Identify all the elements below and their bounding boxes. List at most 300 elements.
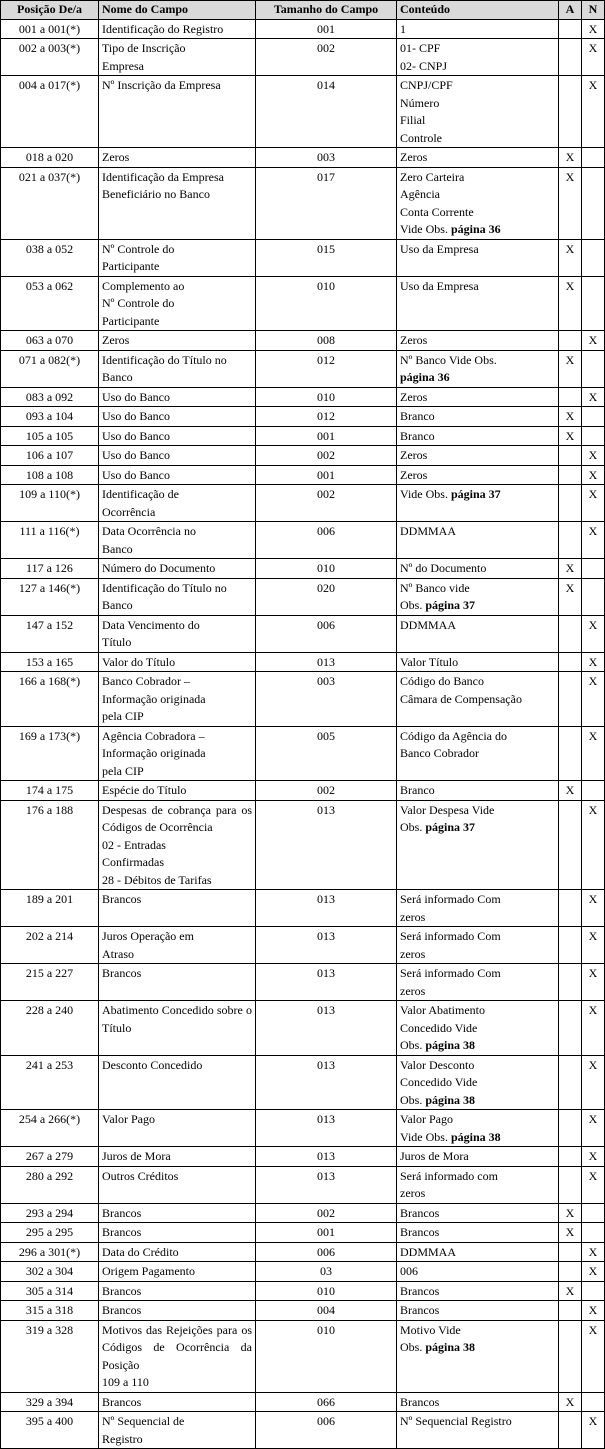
cell-posicao: 106 a 107 bbox=[1, 446, 99, 466]
cell-n-mark: X bbox=[582, 76, 605, 148]
nome-line: Valor Pago bbox=[102, 1112, 155, 1126]
cell-tamanho: 010 bbox=[256, 1320, 397, 1392]
cell-tamanho: 003 bbox=[256, 672, 397, 727]
cell-tamanho: 001 bbox=[256, 1223, 397, 1243]
cell-posicao: 169 a 173(*) bbox=[1, 726, 99, 781]
cell-n-mark: X bbox=[582, 964, 605, 1001]
nome-line: Nº Inscrição da Empresa bbox=[102, 78, 221, 92]
cell-n-mark: X bbox=[582, 672, 605, 727]
cell-conteudo bbox=[397, 407, 559, 427]
cell-conteudo bbox=[397, 446, 559, 466]
conteudo-text: Valor Abatimento bbox=[400, 1003, 485, 1017]
cell-a-mark: X bbox=[559, 148, 582, 168]
cell-nome-campo bbox=[99, 1392, 256, 1412]
cell-conteudo bbox=[397, 1110, 559, 1147]
conteudo-text: Será informado com bbox=[400, 1168, 498, 1183]
table-row bbox=[1, 615, 605, 652]
table-row bbox=[1, 1412, 605, 1449]
table-row bbox=[1, 652, 605, 672]
cell-n-mark: X bbox=[582, 652, 605, 672]
cell-a-mark bbox=[559, 387, 582, 407]
cell-tamanho: 010 bbox=[256, 276, 397, 331]
cell-posicao: 176 a 188 bbox=[1, 800, 99, 890]
cell-conteudo bbox=[397, 39, 559, 76]
cell-nome-campo bbox=[99, 148, 256, 168]
cell-nome-campo bbox=[99, 1281, 256, 1301]
cell-n-mark bbox=[582, 1203, 605, 1223]
cell-n-mark bbox=[582, 239, 605, 276]
cell-nome-campo bbox=[99, 1262, 256, 1282]
cell-tamanho: 002 bbox=[256, 781, 397, 801]
nome-line: 02 - Entradas bbox=[102, 837, 166, 852]
cell-n-mark bbox=[582, 276, 605, 331]
conteudo-line bbox=[400, 1037, 555, 1055]
conteudo-line bbox=[400, 204, 555, 222]
page-reference: página 38 bbox=[425, 1038, 476, 1052]
cell-conteudo bbox=[397, 781, 559, 801]
conteudo-text: Banco Cobrador bbox=[400, 746, 479, 760]
cell-nome-campo bbox=[99, 559, 256, 579]
header-posicao: Posição De/a bbox=[1, 1, 99, 20]
conteudo-line bbox=[400, 467, 555, 485]
cell-posicao: 166 a 168(*) bbox=[1, 672, 99, 727]
cell-nome-campo bbox=[99, 276, 256, 331]
table-row bbox=[1, 1320, 605, 1392]
cell-n-mark: X bbox=[582, 726, 605, 781]
cell-posicao: 147 a 152 bbox=[1, 615, 99, 652]
conteudo-line bbox=[400, 1322, 555, 1340]
cell-nome-campo bbox=[99, 1320, 256, 1392]
table-row bbox=[1, 239, 605, 276]
conteudo-line bbox=[400, 186, 555, 204]
cell-tamanho: 010 bbox=[256, 387, 397, 407]
page-reference: página 36 bbox=[400, 370, 450, 384]
cell-nome-campo bbox=[99, 446, 256, 466]
nome-line: Valor do Título bbox=[102, 654, 176, 669]
cell-a-mark bbox=[559, 1001, 582, 1056]
cell-conteudo bbox=[397, 1262, 559, 1282]
table-row bbox=[1, 1055, 605, 1110]
cell-tamanho: 014 bbox=[256, 76, 397, 148]
cell-a-mark bbox=[559, 39, 582, 76]
conteudo-line bbox=[400, 1205, 555, 1223]
cell-posicao: 296 a 301(*) bbox=[1, 1242, 99, 1262]
conteudo-line bbox=[400, 1224, 555, 1242]
cell-conteudo bbox=[397, 578, 559, 615]
conteudo-line bbox=[400, 1020, 555, 1038]
cell-a-mark bbox=[559, 800, 582, 890]
cell-a-mark: X bbox=[559, 578, 582, 615]
cell-n-mark: X bbox=[582, 465, 605, 485]
header-nome-campo: Nome do Campo bbox=[99, 1, 256, 20]
nome-line: Brancos bbox=[102, 892, 142, 906]
conteudo-text: DDMMAA bbox=[400, 617, 457, 632]
table-row bbox=[1, 1147, 605, 1167]
conteudo-line bbox=[400, 819, 555, 837]
conteudo-text: Zeros bbox=[400, 467, 428, 482]
conteudo-line bbox=[400, 673, 555, 691]
nome-line: Data Ocorrência no bbox=[102, 524, 196, 538]
cell-n-mark: X bbox=[582, 522, 605, 559]
conteudo-line bbox=[400, 691, 555, 709]
nome-line: Zeros bbox=[102, 333, 130, 347]
conteudo-line bbox=[400, 909, 555, 927]
cell-conteudo bbox=[397, 1055, 559, 1110]
nome-line: Participante bbox=[102, 259, 160, 273]
conteudo-text: Obs. bbox=[400, 1092, 426, 1107]
conteudo-line bbox=[400, 782, 555, 800]
conteudo-text: 006 bbox=[400, 1264, 418, 1278]
cell-n-mark bbox=[582, 426, 605, 446]
cell-conteudo bbox=[397, 387, 559, 407]
cell-posicao: 093 a 104 bbox=[1, 407, 99, 427]
nome-line: Identificação do Título no bbox=[102, 580, 227, 595]
conteudo-text: Uso da Empresa bbox=[400, 278, 479, 293]
cell-conteudo bbox=[397, 672, 559, 727]
cell-n-mark: X bbox=[582, 1110, 605, 1147]
conteudo-line bbox=[400, 1394, 555, 1412]
cell-n-mark: X bbox=[582, 890, 605, 927]
cell-a-mark bbox=[559, 446, 582, 466]
cell-nome-campo bbox=[99, 426, 256, 446]
conteudo-text: Valor Título bbox=[400, 654, 459, 669]
table-row bbox=[1, 800, 605, 890]
cell-tamanho: 006 bbox=[256, 615, 397, 652]
nome-line: pela CIP bbox=[102, 763, 144, 778]
nome-line: Título bbox=[102, 635, 132, 649]
cell-posicao: 127 a 146(*) bbox=[1, 578, 99, 615]
conteudo-text: Zeros bbox=[400, 389, 428, 404]
cell-tamanho: 002 bbox=[256, 446, 397, 466]
cell-nome-campo bbox=[99, 167, 256, 239]
nome-line: Nº Controle do bbox=[102, 241, 175, 256]
conteudo-text: Filial bbox=[400, 113, 426, 127]
cell-conteudo bbox=[397, 1001, 559, 1056]
cell-posicao: 111 a 116(*) bbox=[1, 522, 99, 559]
table-row bbox=[1, 485, 605, 522]
nome-line: Abatimento Concedido sobre o Título bbox=[102, 1003, 252, 1035]
nome-line: Informação originada bbox=[102, 746, 206, 760]
cell-nome-campo bbox=[99, 39, 256, 76]
cell-tamanho: 003 bbox=[256, 148, 397, 168]
cell-tamanho: 03 bbox=[256, 1262, 397, 1282]
nome-line: Uso do Banco bbox=[102, 467, 170, 482]
page-reference: página 37 bbox=[425, 598, 476, 612]
cell-posicao: 329 a 394 bbox=[1, 1392, 99, 1412]
conteudo-text: Será informado Com bbox=[400, 929, 501, 943]
cell-posicao: 153 a 165 bbox=[1, 652, 99, 672]
conteudo-text: Obs. bbox=[400, 1038, 426, 1052]
cell-tamanho: 006 bbox=[256, 1242, 397, 1262]
cell-a-mark: X bbox=[559, 559, 582, 579]
table-row bbox=[1, 1242, 605, 1262]
conteudo-line bbox=[400, 241, 555, 259]
cell-tamanho: 002 bbox=[256, 39, 397, 76]
cell-conteudo bbox=[397, 1203, 559, 1223]
cell-nome-campo bbox=[99, 1412, 256, 1449]
header-n: N bbox=[582, 1, 605, 20]
nome-line: Identificação do Registro bbox=[102, 21, 224, 36]
conteudo-line bbox=[400, 149, 555, 167]
header-tamanho: Tamanho do Campo bbox=[256, 1, 397, 20]
nome-line: Outros Créditos bbox=[102, 1168, 179, 1183]
cell-nome-campo bbox=[99, 1110, 256, 1147]
cell-posicao: 071 a 082(*) bbox=[1, 350, 99, 387]
conteudo-text: 01- CPF bbox=[400, 41, 441, 55]
cell-tamanho: 013 bbox=[256, 800, 397, 890]
conteudo-line bbox=[400, 523, 555, 541]
cell-posicao: 295 a 295 bbox=[1, 1223, 99, 1243]
cell-conteudo bbox=[397, 426, 559, 446]
conteudo-line bbox=[400, 946, 555, 964]
cell-posicao: 315 a 318 bbox=[1, 1301, 99, 1321]
conteudo-line bbox=[400, 1111, 555, 1129]
cell-n-mark: X bbox=[582, 1301, 605, 1321]
table-row bbox=[1, 148, 605, 168]
cell-conteudo bbox=[397, 652, 559, 672]
cell-tamanho: 013 bbox=[256, 1147, 397, 1167]
conteudo-text: Valor Desconto bbox=[400, 1057, 475, 1072]
cell-tamanho: 002 bbox=[256, 485, 397, 522]
cell-n-mark: X bbox=[582, 485, 605, 522]
cell-tamanho: 013 bbox=[256, 1055, 397, 1110]
cell-n-mark: X bbox=[582, 615, 605, 652]
cell-n-mark: X bbox=[582, 1001, 605, 1056]
conteudo-line bbox=[400, 745, 555, 763]
conteudo-text: Branco bbox=[400, 783, 435, 797]
cell-tamanho: 001 bbox=[256, 426, 397, 446]
conteudo-text: Zeros bbox=[400, 333, 428, 347]
conteudo-line bbox=[400, 221, 555, 239]
conteudo-line bbox=[400, 95, 555, 113]
cell-a-mark bbox=[559, 331, 582, 351]
nome-line: pela CIP bbox=[102, 709, 144, 723]
nome-line: Participante bbox=[102, 313, 160, 328]
conteudo-line bbox=[400, 58, 555, 76]
cell-a-mark: X bbox=[559, 781, 582, 801]
conteudo-text: Obs. bbox=[400, 1340, 426, 1354]
cell-nome-campo bbox=[99, 578, 256, 615]
cell-posicao: 319 a 328 bbox=[1, 1320, 99, 1392]
cell-a-mark: X bbox=[559, 426, 582, 446]
cell-posicao: 395 a 400 bbox=[1, 1412, 99, 1449]
nome-line: Data Vencimento do bbox=[102, 617, 200, 632]
cell-nome-campo bbox=[99, 350, 256, 387]
cell-conteudo bbox=[397, 1392, 559, 1412]
page-reference: página 38 bbox=[425, 1092, 476, 1107]
cell-posicao: 228 a 240 bbox=[1, 1001, 99, 1056]
conteudo-text: Vide Obs. bbox=[400, 487, 451, 501]
conteudo-text: Vide Obs. bbox=[400, 1129, 451, 1144]
conteudo-line bbox=[400, 21, 555, 39]
table-row bbox=[1, 387, 605, 407]
cell-a-mark bbox=[559, 672, 582, 727]
nome-line: Ocorrência bbox=[102, 504, 156, 519]
conteudo-line bbox=[400, 1339, 555, 1357]
table-row bbox=[1, 350, 605, 387]
conteudo-text: Brancos bbox=[400, 1225, 440, 1239]
cell-posicao: 018 a 020 bbox=[1, 148, 99, 168]
nome-line: Nº Sequencial de bbox=[102, 1414, 185, 1428]
conteudo-text: zeros bbox=[400, 909, 426, 924]
conteudo-line bbox=[400, 1057, 555, 1075]
cell-a-mark bbox=[559, 1301, 582, 1321]
cell-posicao: 215 a 227 bbox=[1, 964, 99, 1001]
conteudo-text: zeros bbox=[400, 946, 426, 961]
cell-tamanho: 013 bbox=[256, 964, 397, 1001]
cell-conteudo bbox=[397, 1412, 559, 1449]
conteudo-text: Uso da Empresa bbox=[400, 241, 479, 256]
header-a: A bbox=[559, 1, 582, 20]
cell-nome-campo bbox=[99, 465, 256, 485]
cell-nome-campo bbox=[99, 964, 256, 1001]
cell-posicao: 254 a 266(*) bbox=[1, 1110, 99, 1147]
cell-nome-campo bbox=[99, 522, 256, 559]
cell-nome-campo bbox=[99, 726, 256, 781]
cell-conteudo bbox=[397, 726, 559, 781]
nome-line: Informação originada bbox=[102, 691, 206, 706]
table-row bbox=[1, 1392, 605, 1412]
nome-line: Banco bbox=[102, 370, 133, 384]
conteudo-text: Brancos bbox=[400, 1205, 440, 1220]
table-row bbox=[1, 781, 605, 801]
conteudo-text: Será informado Com bbox=[400, 966, 501, 980]
cell-conteudo bbox=[397, 465, 559, 485]
cell-nome-campo bbox=[99, 890, 256, 927]
cell-a-mark bbox=[559, 927, 582, 964]
cell-nome-campo bbox=[99, 387, 256, 407]
cell-tamanho: 020 bbox=[256, 578, 397, 615]
table-row bbox=[1, 331, 605, 351]
cell-conteudo bbox=[397, 167, 559, 239]
cell-n-mark: X bbox=[582, 1242, 605, 1262]
conteudo-text: Juros de Mora bbox=[400, 1149, 469, 1163]
cell-posicao: 302 a 304 bbox=[1, 1262, 99, 1282]
cell-conteudo bbox=[397, 1320, 559, 1392]
table-row bbox=[1, 407, 605, 427]
cell-nome-campo bbox=[99, 1223, 256, 1243]
conteudo-line bbox=[400, 1263, 555, 1281]
cell-tamanho: 015 bbox=[256, 239, 397, 276]
cell-tamanho: 001 bbox=[256, 465, 397, 485]
cell-conteudo bbox=[397, 239, 559, 276]
conteudo-text: Agência bbox=[400, 187, 440, 201]
cell-conteudo bbox=[397, 615, 559, 652]
conteudo-text: Motivo Vide bbox=[400, 1322, 461, 1337]
cell-tamanho: 006 bbox=[256, 1412, 397, 1449]
conteudo-line bbox=[400, 332, 555, 350]
cell-a-mark: X bbox=[559, 1203, 582, 1223]
table-row bbox=[1, 426, 605, 446]
cell-a-mark: X bbox=[559, 1392, 582, 1412]
cell-a-mark bbox=[559, 1110, 582, 1147]
conteudo-text: Conta Corrente bbox=[400, 204, 474, 219]
cell-n-mark: X bbox=[582, 1147, 605, 1167]
cell-n-mark: X bbox=[582, 446, 605, 466]
cell-tamanho: 013 bbox=[256, 1001, 397, 1056]
nome-line: Origem Pagamento bbox=[102, 1264, 195, 1278]
cell-conteudo bbox=[397, 276, 559, 331]
cell-conteudo bbox=[397, 148, 559, 168]
conteudo-text: DDMMAA bbox=[400, 1244, 457, 1259]
cell-nome-campo bbox=[99, 1055, 256, 1110]
cell-posicao: 021 a 037(*) bbox=[1, 167, 99, 239]
nome-line: Identificação da Empresa bbox=[102, 169, 224, 184]
cell-conteudo bbox=[397, 927, 559, 964]
cell-nome-campo bbox=[99, 800, 256, 890]
conteudo-text: Câmara de Compensação bbox=[400, 691, 522, 706]
conteudo-text: Zero Carteira bbox=[400, 169, 465, 184]
conteudo-text: CNPJ/CPF bbox=[400, 78, 453, 92]
nome-line: Motivos das Rejeições para os Códigos de Ocorrência da Posição bbox=[102, 1322, 252, 1372]
cell-n-mark: X bbox=[582, 39, 605, 76]
table-row bbox=[1, 76, 605, 148]
conteudo-line bbox=[400, 1244, 555, 1262]
cell-tamanho: 001 bbox=[256, 19, 397, 39]
cell-a-mark: X bbox=[559, 1281, 582, 1301]
nome-line: Nº Controle do bbox=[102, 296, 175, 310]
conteudo-line bbox=[400, 802, 555, 820]
nome-line: Juros Operação em bbox=[102, 929, 194, 943]
table-row bbox=[1, 276, 605, 331]
cell-posicao: 117 a 126 bbox=[1, 559, 99, 579]
cell-nome-campo bbox=[99, 407, 256, 427]
nome-line: Brancos bbox=[102, 1225, 142, 1239]
conteudo-line bbox=[400, 428, 555, 446]
cell-tamanho: 012 bbox=[256, 407, 397, 427]
table-row bbox=[1, 559, 605, 579]
cell-posicao: 001 a 001(*) bbox=[1, 19, 99, 39]
nome-line: Juros de Mora bbox=[102, 1149, 171, 1163]
conteudo-text: Será informado Com bbox=[400, 892, 501, 906]
cell-tamanho: 012 bbox=[256, 350, 397, 387]
cell-a-mark bbox=[559, 615, 582, 652]
cell-nome-campo bbox=[99, 19, 256, 39]
conteudo-text: Concedido Vide bbox=[400, 1020, 478, 1035]
nome-line: Data do Crédito bbox=[102, 1244, 179, 1259]
nome-line: Atraso bbox=[102, 946, 134, 961]
nome-line: Espécie do Título bbox=[102, 783, 187, 797]
cell-n-mark bbox=[582, 1223, 605, 1243]
nome-line: Beneficiário no Banco bbox=[102, 187, 210, 201]
nome-line: Número do Documento bbox=[102, 561, 216, 575]
cell-tamanho: 006 bbox=[256, 522, 397, 559]
conteudo-text: Nº Banco vide bbox=[400, 580, 470, 595]
cell-posicao: 038 a 052 bbox=[1, 239, 99, 276]
cell-posicao: 105 a 105 bbox=[1, 426, 99, 446]
conteudo-text: Código do Banco bbox=[400, 674, 484, 688]
cell-conteudo bbox=[397, 890, 559, 927]
cell-posicao: 189 a 201 bbox=[1, 890, 99, 927]
cell-n-mark bbox=[582, 407, 605, 427]
conteudo-line bbox=[400, 983, 555, 1001]
cell-a-mark bbox=[559, 652, 582, 672]
cell-posicao: 004 a 017(*) bbox=[1, 76, 99, 148]
nome-line: 28 - Débitos de Tarifas bbox=[102, 872, 212, 887]
conteudo-line bbox=[400, 928, 555, 946]
cell-a-mark bbox=[559, 1055, 582, 1110]
cell-tamanho: 013 bbox=[256, 1110, 397, 1147]
conteudo-line bbox=[400, 1185, 555, 1203]
conteudo-text: Brancos bbox=[400, 1283, 440, 1298]
cell-a-mark bbox=[559, 19, 582, 39]
cell-nome-campo bbox=[99, 927, 256, 964]
page-reference: página 38 bbox=[425, 1340, 476, 1354]
cell-conteudo bbox=[397, 800, 559, 890]
cell-conteudo bbox=[397, 331, 559, 351]
conteudo-line bbox=[400, 728, 555, 746]
conteudo-text: Branco bbox=[400, 409, 435, 423]
